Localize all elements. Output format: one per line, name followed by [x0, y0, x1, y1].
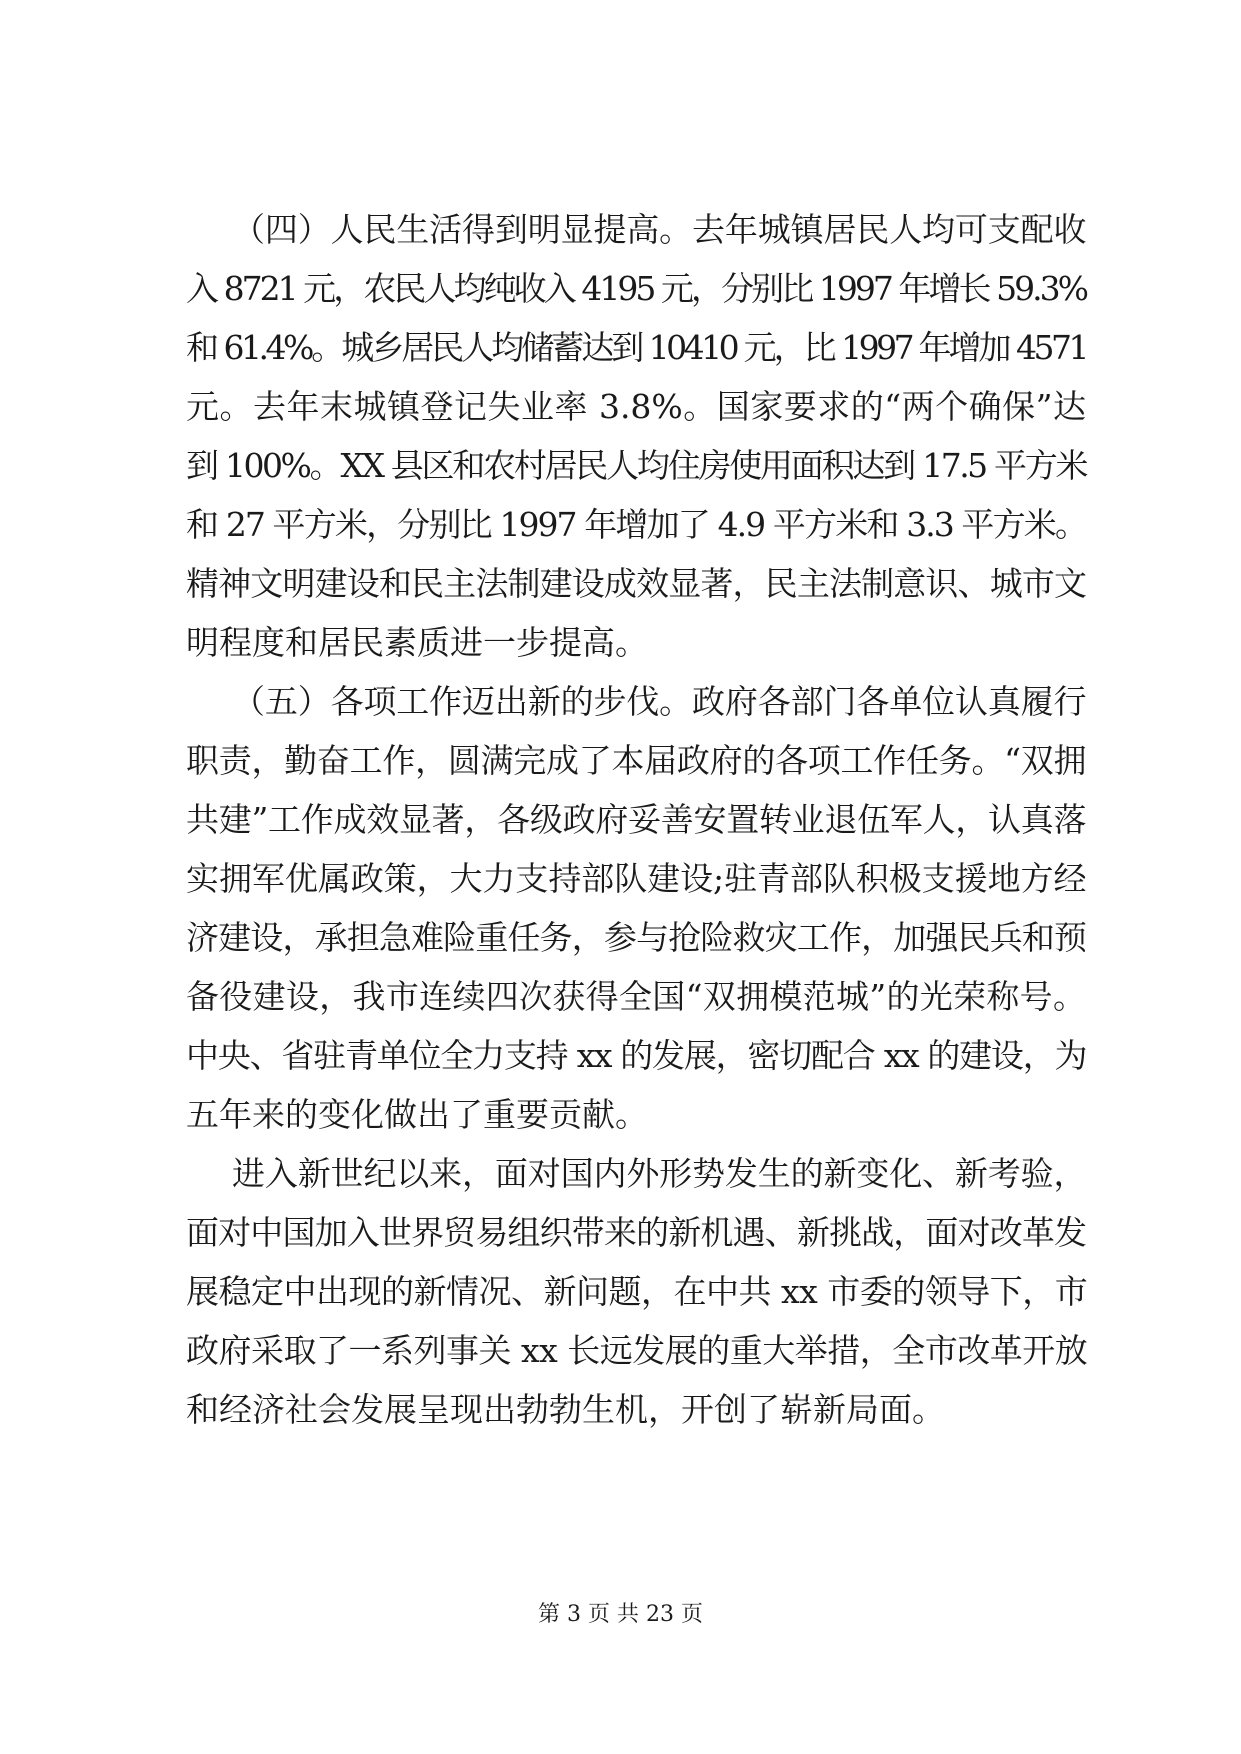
text-line: 和 61.4%。城乡居民人均储蓄达到 10410 元，比 1997 年增加 4571: [186, 328, 1086, 367]
text-line: 到 100%。XX 县区和农村居民人均住房使用面积达到 17.5 平方米: [186, 446, 1086, 485]
text-line: 进入新世纪以来，面对国内外形势发生的新变化、新考验，: [232, 1154, 1086, 1193]
text-line: 和 27 平方米，分别比 1997 年增加了 4.9 平方米和 3.3 平方米。: [186, 505, 1086, 544]
text-line: 备役建设，我市连续四次获得全国“双拥模范城”的光荣称号。: [186, 977, 1086, 1016]
text-line: 和经济社会发展呈现出勃勃生机，开创了崭新局面。: [186, 1390, 945, 1429]
text-line: 政府采取了一系列事关 xx 长远发展的重大举措，全市改革开放: [186, 1331, 1088, 1370]
text-line: 共建”工作成效显著，各级政府妥善安置转业退伍军人，认真落: [186, 800, 1086, 839]
text-line: 元。去年末城镇登记失业率 3.8%。国家要求的“两个确保”达: [186, 387, 1086, 426]
text-line: 展稳定中出现的新情况、新问题，在中共 xx 市委的领导下，市: [186, 1272, 1088, 1311]
text-line: 职责，勤奋工作，圆满完成了本届政府的各项工作任务。“双拥: [186, 741, 1086, 780]
text-line: 面对中国加入世界贸易组织带来的新机遇、新挑战，面对改革发: [186, 1213, 1086, 1252]
text-line: 精神文明建设和民主法制建设成效显著，民主法制意识、城市文: [186, 564, 1086, 603]
text-line: 济建设，承担急难险重任务，参与抢险救灾工作，加强民兵和预: [186, 918, 1086, 957]
text-line: 实拥军优属政策，大力支持部队建设;驻青部队积极支援地方经: [186, 859, 1086, 898]
text-line: 五年来的变化做出了重要贡献。: [186, 1095, 648, 1134]
page-number-footer: 第 3 页 共 23 页: [538, 1602, 703, 1627]
text-line: （五）各项工作迈出新的步伐。政府各部门各单位认真履行: [232, 682, 1086, 721]
text-line: 入 8721 元，农民人均纯收入 4195 元，分别比 1997 年增长 59.3%: [186, 269, 1086, 308]
text-line: 中央、省驻青单位全力支持 xx 的发展，密切配合 xx 的建设，为: [186, 1036, 1086, 1075]
text-line: （四）人民生活得到明显提高。去年城镇居民人均可支配收: [232, 210, 1086, 249]
text-line: 明程度和居民素质进一步提高。: [186, 623, 648, 662]
